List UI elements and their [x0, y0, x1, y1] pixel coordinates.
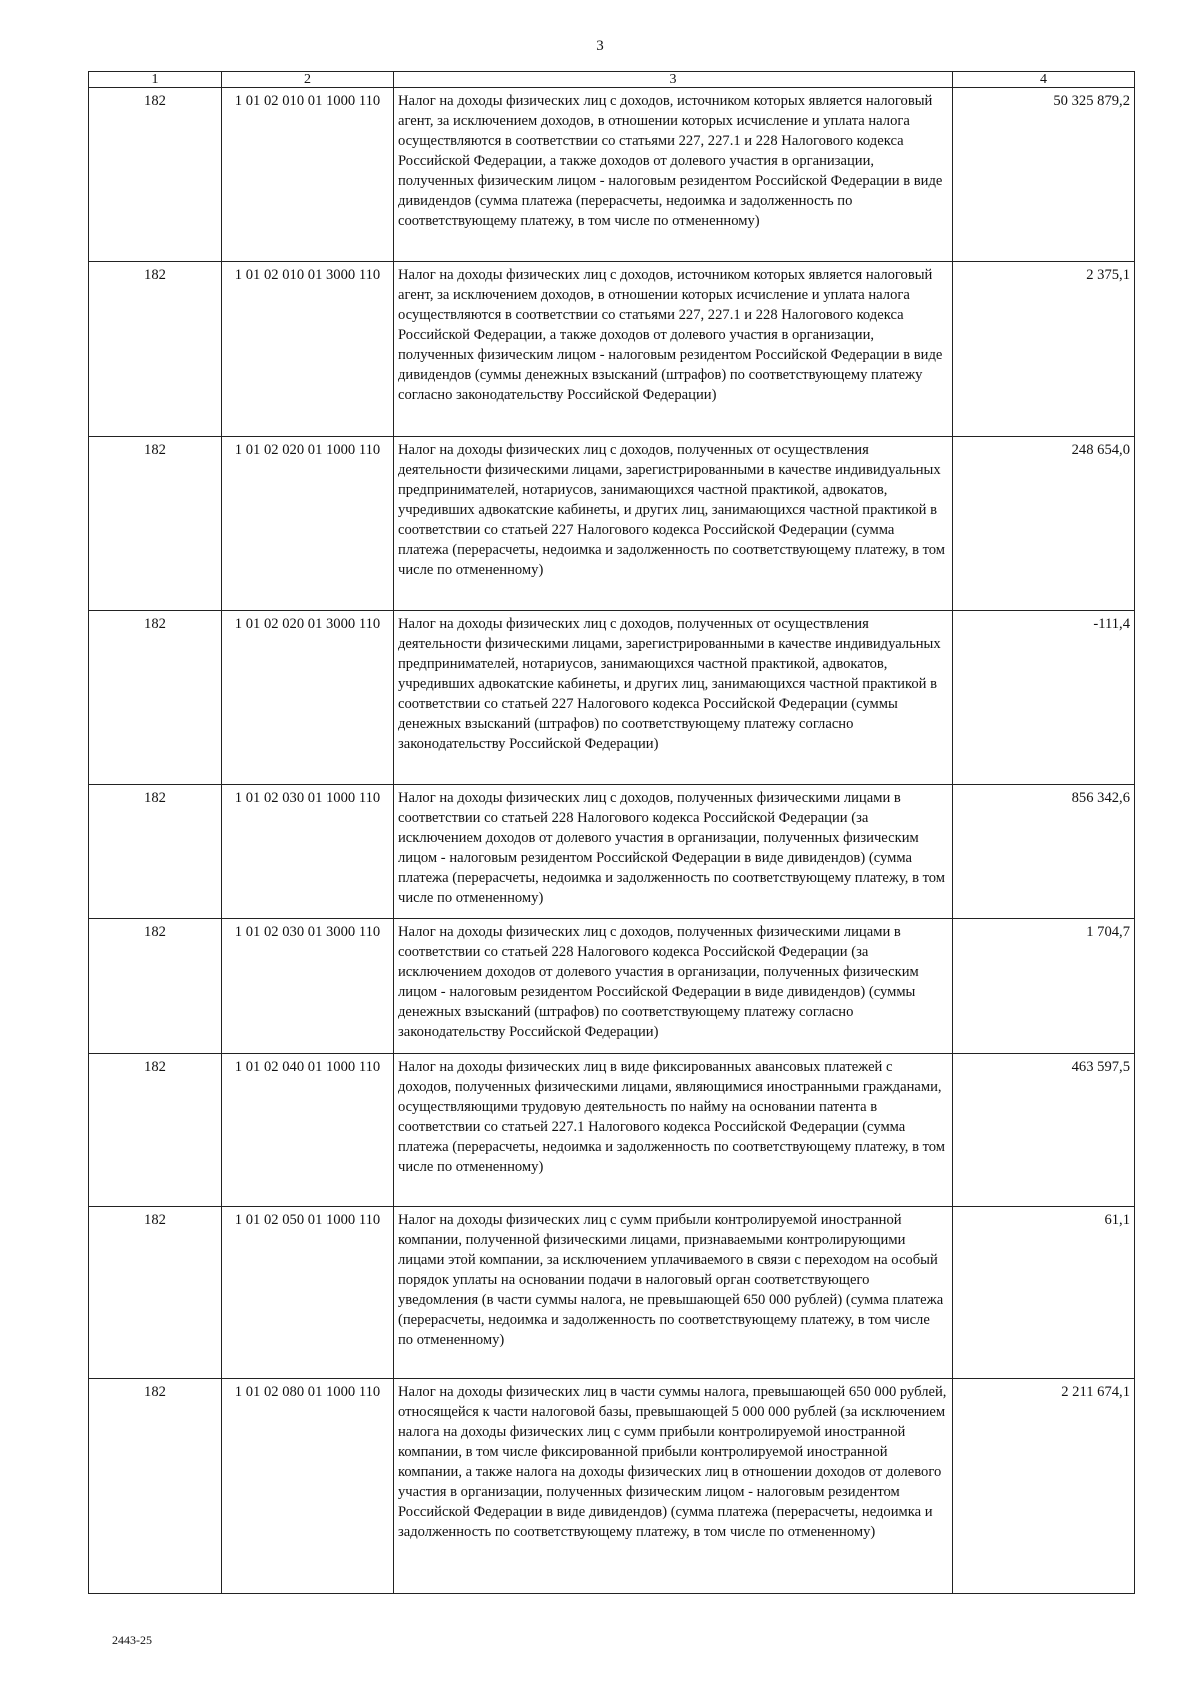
revenue-name: Налог на доходы физических лиц с сумм прибыли контролируемой иностранной компании, полученной физическими лицами, признаваемыми контролирующими лицами этой компании, за исключением уплачиваемого в связи с переходом на особый порядок уплаты на основании подачи в налоговый орган соответствующего уведомления (в части суммы налога, не превышающей 650 000 рублей) (сумма платежа (перерасчеты, недоимка и задолженность по соответствующему платежу, в том числе по отмененному)	[394, 1207, 953, 1379]
revenue-name: Налог на доходы физических лиц с доходов, источником которых является налоговый агент, за исключением доходов, в отношении которых исчисление и уплата налога осуществляются в соответствии со статьями 227, 227.1 и 228 Налогового кодекса Российской Федерации, а также доходов от долевого участия в организации, полученных физическим лицом - налоговым резидентом Российской Федерации в виде дивидендов (суммы денежных взысканий (штрафов) по соответствующему платежу согласно законодательству Российской Федерации)	[394, 262, 953, 437]
table-row	[89, 1379, 1135, 1594]
amount: 50 325 879,2	[953, 88, 1135, 262]
admin-code: 182	[89, 785, 222, 919]
page-number: 3	[596, 38, 604, 54]
kbk-code: 1 01 02 030 01 3000 110	[222, 919, 394, 1054]
revenue-name: Налог на доходы физических лиц с доходов, полученных от осуществления деятельности физическими лицами, зарегистрированными в качестве индивидуальных предпринимателей, нотариусов, занимающихся частной практикой, адвокатов, учредивших адвокатские кабинеты, и других лиц, занимающихся частной практикой в соответствии со статьей 227 Налогового кодекса Российской Федерации (сумма платежа (перерасчеты, недоимка и задолженность по соответствующему платежу, в том числе по отмененному)	[394, 437, 953, 611]
kbk-code: 1 01 02 020 01 3000 110	[222, 611, 394, 785]
kbk-code: 1 01 02 050 01 1000 110	[222, 1207, 394, 1379]
kbk-code: 1 01 02 080 01 1000 110	[222, 1379, 394, 1594]
table-row	[89, 611, 1135, 785]
revenue-name: Налог на доходы физических лиц в части суммы налога, превышающей 650 000 рублей, относящейся к части налоговой базы, превышающей 5 000 000 рублей (за исключением налога на доходы физических лиц с сумм прибыли контролируемой иностранной компании, в том числе фиксированной прибыли контролируемой иностранной компании, а также налога на доходы физических лиц в отношении доходов от долевого участия в организации, полученных физическим лицом - налоговым резидентом Российской Федерации в виде дивидендов) (сумма платежа (перерасчеты, недоимка и задолженность по соответствующему платежу, в том числе по отмененному)	[394, 1379, 953, 1594]
column-number-4: 4	[953, 72, 1135, 88]
amount: 2 211 674,1	[953, 1379, 1135, 1594]
table-row	[89, 88, 1135, 262]
column-number-3: 3	[394, 72, 953, 88]
admin-code: 182	[89, 919, 222, 1054]
revenue-name: Налог на доходы физических лиц в виде фиксированных авансовых платежей с доходов, полученных физическими лицами, являющимися иностранными гражданами, осуществляющими трудовую деятельность по найму на основании патента в соответствии со статьей 227.1 Налогового кодекса Российской Федерации (сумма платежа (перерасчеты, недоимка и задолженность по соответствующему платежу, в том числе по отмененному)	[394, 1054, 953, 1207]
kbk-code: 1 01 02 020 01 1000 110	[222, 437, 394, 611]
amount: 61,1	[953, 1207, 1135, 1379]
table-row	[89, 262, 1135, 437]
revenue-name: Налог на доходы физических лиц с доходов, полученных от осуществления деятельности физическими лицами, зарегистрированными в качестве индивидуальных предпринимателей, нотариусов, занимающихся частной практикой, адвокатов, учредивших адвокатские кабинеты, и других лиц, занимающихся частной практикой в соответствии со статьей 227 Налогового кодекса Российской Федерации (суммы денежных взысканий (штрафов) по соответствующему платежу согласно законодательству Российской Федерации)	[394, 611, 953, 785]
amount: -111,4	[953, 611, 1135, 785]
table-row	[89, 437, 1135, 611]
kbk-code: 1 01 02 010 01 1000 110	[222, 88, 394, 262]
admin-code: 182	[89, 88, 222, 262]
column-number-1: 1	[89, 72, 222, 88]
table-row	[89, 785, 1135, 919]
table-row	[89, 919, 1135, 1054]
admin-code: 182	[89, 1207, 222, 1379]
kbk-code: 1 01 02 030 01 1000 110	[222, 785, 394, 919]
admin-code: 182	[89, 1054, 222, 1207]
amount: 248 654,0	[953, 437, 1135, 611]
table-row	[89, 1207, 1135, 1379]
table-row	[89, 1054, 1135, 1207]
kbk-code: 1 01 02 040 01 1000 110	[222, 1054, 394, 1207]
admin-code: 182	[89, 262, 222, 437]
column-number-row	[89, 72, 1135, 88]
column-number-2: 2	[222, 72, 394, 88]
revenue-table	[88, 71, 1135, 1594]
document-code: 2443-25	[112, 1633, 152, 1647]
admin-code: 182	[89, 611, 222, 785]
kbk-code: 1 01 02 010 01 3000 110	[222, 262, 394, 437]
revenue-name: Налог на доходы физических лиц с доходов, полученных физическими лицами в соответствии со статьей 228 Налогового кодекса Российской Федерации (за исключением доходов от долевого участия в организации, полученных физическим лицом - налоговым резидентом Российской Федерации в виде дивидендов) (суммы денежных взысканий (штрафов) по соответствующему платежу согласно законодательству Российской Федерации)	[394, 919, 953, 1054]
amount: 2 375,1	[953, 262, 1135, 437]
revenue-name: Налог на доходы физических лиц с доходов, источником которых является налоговый агент, за исключением доходов, в отношении которых исчисление и уплата налога осуществляются в соответствии со статьями 227, 227.1 и 228 Налогового кодекса Российской Федерации, а также доходов от долевого участия в организации, полученных физическим лицом - налоговым резидентом Российской Федерации в виде дивидендов (сумма платежа (перерасчеты, недоимка и задолженность по соответствующему платежу, в том числе по отмененному)	[394, 88, 953, 262]
amount: 463 597,5	[953, 1054, 1135, 1207]
admin-code: 182	[89, 1379, 222, 1594]
amount: 856 342,6	[953, 785, 1135, 919]
revenue-name: Налог на доходы физических лиц с доходов, полученных физическими лицами в соответствии со статьей 228 Налогового кодекса Российской Федерации (за исключением доходов от долевого участия в организации, полученных физическим лицом - налоговым резидентом Российской Федерации в виде дивидендов) (сумма платежа (перерасчеты, недоимка и задолженность по соответствующему платежу, в том числе по отмененному)	[394, 785, 953, 919]
admin-code: 182	[89, 437, 222, 611]
amount: 1 704,7	[953, 919, 1135, 1054]
